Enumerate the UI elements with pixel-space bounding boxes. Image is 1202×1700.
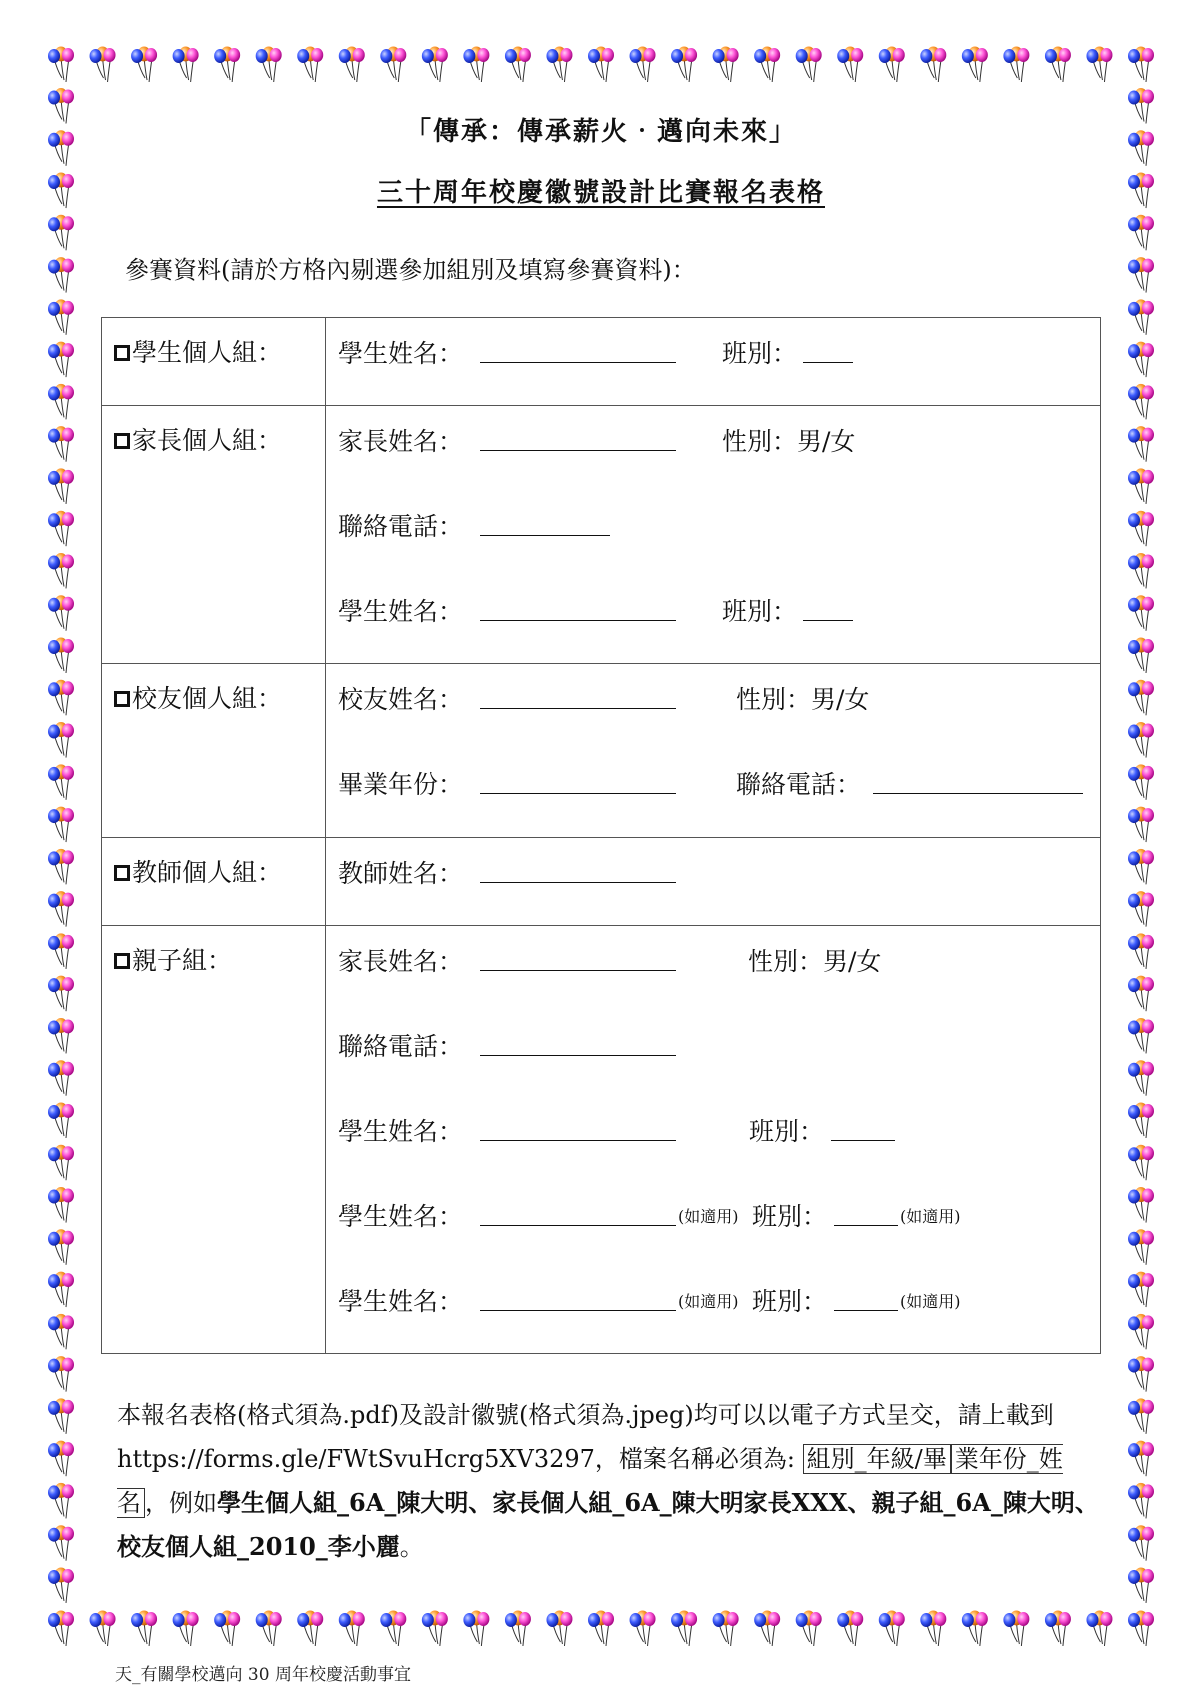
balloon-icon: [173, 47, 199, 83]
class-label: 班別：: [752, 1287, 828, 1316]
balloon-icon: [131, 1611, 157, 1647]
balloon-icon: [588, 47, 614, 83]
balloon-icon: [1003, 47, 1029, 83]
registration-table: [101, 317, 1101, 1354]
class-label: 班別：: [722, 597, 798, 626]
student-group-label: 學生個人組：: [132, 338, 283, 367]
note-text: ，例如: [145, 1489, 217, 1517]
phone-label: 聯絡電話：: [736, 770, 862, 799]
student-name-label: 學生姓名：: [338, 597, 464, 626]
balloon-icon: [1128, 1018, 1154, 1054]
parent-name-label: 家長姓名：: [338, 947, 464, 976]
alumni-group-label: 校友個人組：: [132, 684, 283, 713]
gender-label: 性別：男/女: [748, 947, 882, 976]
teacher-group-checkbox[interactable]: [114, 865, 130, 881]
balloon-icon: [48, 553, 74, 589]
balloon-icon: [1128, 595, 1154, 631]
balloon-icon: [1128, 722, 1154, 758]
alumni-group-checkbox[interactable]: [114, 691, 130, 707]
phone-label: 聯絡電話：: [338, 512, 464, 541]
balloon-icon: [48, 1441, 74, 1477]
balloon-icon: [297, 1611, 323, 1647]
balloon-icon: [1128, 1441, 1154, 1477]
balloon-icon: [1086, 1611, 1112, 1647]
balloon-icon: [1128, 257, 1154, 293]
student-name-field[interactable]: [480, 1288, 676, 1311]
teacher-name-field[interactable]: [480, 860, 676, 883]
balloon-icon: [630, 47, 656, 83]
balloon-icon: [505, 47, 531, 83]
balloon-icon: [48, 384, 74, 420]
balloon-icon: [754, 1611, 780, 1647]
balloon-icon: [422, 47, 448, 83]
balloon-icon: [1128, 849, 1154, 885]
balloon-icon: [48, 722, 74, 758]
balloon-icon: [48, 342, 74, 378]
if-applicable-note: (如適用): [900, 1207, 961, 1226]
balloon-icon: [1128, 553, 1154, 589]
balloon-icon: [48, 1187, 74, 1223]
balloon-icon: [1128, 764, 1154, 800]
balloon-icon: [297, 47, 323, 83]
balloon-icon: [48, 933, 74, 969]
balloon-icon: [48, 976, 74, 1012]
balloon-icon: [131, 47, 157, 83]
balloon-icon: [1128, 1398, 1154, 1434]
balloon-icon: [48, 1229, 74, 1265]
balloon-icon: [962, 1611, 988, 1647]
balloon-icon: [1128, 1060, 1154, 1096]
balloon-icon: [796, 1611, 822, 1647]
student-group-row: [102, 318, 1101, 406]
student-name-field[interactable]: [480, 1203, 676, 1226]
class-field[interactable]: [803, 598, 853, 621]
balloon-icon: [48, 1060, 74, 1096]
alumni-name-field[interactable]: [480, 686, 676, 709]
balloon-icon: [48, 1356, 74, 1392]
balloon-icon: [339, 1611, 365, 1647]
balloon-icon: [48, 468, 74, 504]
student-name-label: 學生姓名：: [338, 1117, 464, 1146]
balloon-icon: [48, 764, 74, 800]
alumni-name-label: 校友姓名：: [338, 685, 464, 714]
balloon-icon: [422, 1611, 448, 1647]
gender-label: 性別：男/女: [722, 427, 856, 456]
class-field[interactable]: [831, 1118, 895, 1141]
student-name-field[interactable]: [480, 340, 676, 363]
balloon-icon: [1128, 1483, 1154, 1519]
balloon-icon: [48, 1398, 74, 1434]
phone-field[interactable]: [480, 1033, 676, 1056]
balloon-icon: [546, 1611, 572, 1647]
balloon-icon: [214, 1611, 240, 1647]
balloon-icon: [339, 47, 365, 83]
balloon-icon: [1128, 638, 1154, 674]
balloon-icon: [48, 47, 74, 83]
class-field[interactable]: [834, 1288, 898, 1311]
balloon-icon: [1128, 342, 1154, 378]
student-name-field[interactable]: [480, 1118, 676, 1141]
filename-examples: 學生個人組_6A_陳大明、家長個人組_6A_陳大明家長XXX、親子組_6A_陳大明、校友個人組_2010_李小麗: [117, 1488, 1099, 1561]
balloon-icon: [48, 1525, 74, 1561]
student-group-checkbox[interactable]: [114, 345, 130, 361]
balloon-icon: [1128, 47, 1154, 83]
family-group-checkbox[interactable]: [114, 953, 130, 969]
class-field[interactable]: [834, 1203, 898, 1226]
if-applicable-note: (如適用): [900, 1292, 961, 1311]
balloon-icon: [671, 47, 697, 83]
parent-group-label: 家長個人組：: [132, 426, 283, 455]
balloon-icon: [1128, 891, 1154, 927]
parent-group-row: [102, 406, 1101, 664]
balloon-icon: [48, 1611, 74, 1647]
balloon-icon: [1128, 1567, 1154, 1603]
balloon-icon: [90, 1611, 116, 1647]
balloon-icon: [48, 299, 74, 335]
phone-field[interactable]: [873, 771, 1083, 794]
balloon-icon: [962, 47, 988, 83]
balloon-icon: [48, 680, 74, 716]
parent-name-label: 家長姓名：: [338, 427, 464, 456]
balloon-icon: [48, 1483, 74, 1519]
balloon-icon: [48, 426, 74, 462]
alumni-group-row: [102, 664, 1101, 838]
family-group-label: 親子組：: [132, 946, 233, 975]
balloon-icon: [48, 1018, 74, 1054]
teacher-group-row: [102, 838, 1101, 926]
gender-label: 性別：男/女: [736, 685, 870, 714]
balloon-icon: [837, 47, 863, 83]
student-name-label: 學生姓名：: [338, 1287, 464, 1316]
page-footer: 天_有關學校邁向 30 周年校慶活動事宜: [115, 1665, 411, 1685]
balloon-icon: [463, 47, 489, 83]
balloon-icon: [879, 1611, 905, 1647]
balloon-icon: [48, 1102, 74, 1138]
intro-text: 參賽資料(請於方格內剔選參加組別及填寫參賽資料)：: [125, 256, 696, 284]
balloon-icon: [214, 47, 240, 83]
balloon-icon: [713, 1611, 739, 1647]
balloon-icon: [48, 511, 74, 547]
balloon-icon: [879, 47, 905, 83]
grad-year-field[interactable]: [480, 771, 676, 794]
balloon-icon: [796, 47, 822, 83]
balloon-icon: [754, 47, 780, 83]
balloon-icon: [48, 1567, 74, 1603]
balloon-icon: [256, 1611, 282, 1647]
balloon-icon: [1128, 1314, 1154, 1350]
balloon-icon: [1128, 426, 1154, 462]
phone-field[interactable]: [480, 513, 610, 536]
balloon-icon: [1128, 1229, 1154, 1265]
submission-note: [117, 1393, 1102, 1569]
balloon-icon: [256, 47, 282, 83]
balloon-icon: [173, 1611, 199, 1647]
teacher-name-label: 教師姓名：: [338, 859, 464, 888]
balloon-icon: [671, 1611, 697, 1647]
form-subtitle: 三十周年校慶徽號設計比賽報名表格: [376, 178, 825, 208]
grad-year-label: 畢業年份：: [338, 770, 464, 799]
balloon-icon: [1128, 511, 1154, 547]
parent-name-field[interactable]: [480, 948, 676, 971]
balloon-icon: [1128, 1272, 1154, 1308]
class-label: 班別：: [752, 1202, 828, 1231]
balloon-icon: [463, 1611, 489, 1647]
teacher-group-label: 教師個人組：: [132, 858, 283, 887]
class-field[interactable]: [803, 340, 853, 363]
balloon-icon: [380, 47, 406, 83]
balloon-icon: [48, 1272, 74, 1308]
balloon-icon: [48, 215, 74, 251]
balloon-icon: [48, 1145, 74, 1181]
balloon-icon: [1045, 47, 1071, 83]
balloon-icon: [1128, 1356, 1154, 1392]
if-applicable-note: (如適用): [678, 1292, 739, 1311]
balloon-icon: [1128, 1102, 1154, 1138]
student-name-field[interactable]: [480, 598, 676, 621]
balloon-icon: [48, 891, 74, 927]
balloon-icon: [1128, 1145, 1154, 1181]
balloon-icon: [1128, 680, 1154, 716]
balloon-icon: [48, 1314, 74, 1350]
class-label: 班別：: [749, 1117, 825, 1146]
parent-name-field[interactable]: [480, 428, 676, 451]
filename-format: 組別_年級/畢: [803, 1444, 951, 1474]
balloon-icon: [837, 1611, 863, 1647]
balloon-icon: [48, 595, 74, 631]
balloon-icon: [588, 1611, 614, 1647]
upload-link[interactable]: https://forms.gle/FWtSvuHcrg5XV3297: [117, 1445, 595, 1473]
balloon-icon: [1128, 1525, 1154, 1561]
filename-format: 業年份_姓名: [117, 1445, 1063, 1517]
balloon-icon: [48, 849, 74, 885]
balloon-icon: [1086, 47, 1112, 83]
class-label: 班別：: [722, 339, 798, 368]
balloon-icon: [1128, 299, 1154, 335]
balloon-icon: [920, 47, 946, 83]
balloon-icon: [630, 1611, 656, 1647]
balloon-icon: [48, 807, 74, 843]
balloon-icon: [1128, 807, 1154, 843]
family-group-row: [102, 926, 1101, 1354]
balloon-icon: [1128, 933, 1154, 969]
note-text: ，檔案名稱必須為:: [594, 1445, 796, 1473]
parent-group-checkbox[interactable]: [114, 433, 130, 449]
balloon-icon: [713, 47, 739, 83]
balloon-icon: [1128, 1187, 1154, 1223]
balloon-icon: [546, 47, 572, 83]
balloon-icon: [48, 257, 74, 293]
balloon-icon: [380, 1611, 406, 1647]
balloon-icon: [1128, 976, 1154, 1012]
balloon-icon: [1045, 1611, 1071, 1647]
balloon-icon: [1128, 468, 1154, 504]
balloon-icon: [1003, 1611, 1029, 1647]
balloon-icon: [1128, 384, 1154, 420]
balloon-icon: [48, 638, 74, 674]
balloon-icon: [505, 1611, 531, 1647]
balloon-icon: [1128, 215, 1154, 251]
student-name-label: 學生姓名：: [338, 339, 464, 368]
student-name-label: 學生姓名：: [338, 1202, 464, 1231]
if-applicable-note: (如適用): [678, 1207, 739, 1226]
note-end: 。: [399, 1533, 424, 1561]
balloon-icon: [90, 47, 116, 83]
balloon-icon: [920, 1611, 946, 1647]
balloon-icon: [1128, 1611, 1154, 1647]
form-title: 「傳承：傳承薪火‧邁向未來」: [404, 117, 797, 147]
note-text: 本報名表格(格式須為.pdf)及設計徽號(格式須為.jpeg)均可以以電子方式呈交，請上載到: [117, 1401, 1054, 1429]
phone-label: 聯絡電話：: [338, 1032, 464, 1061]
